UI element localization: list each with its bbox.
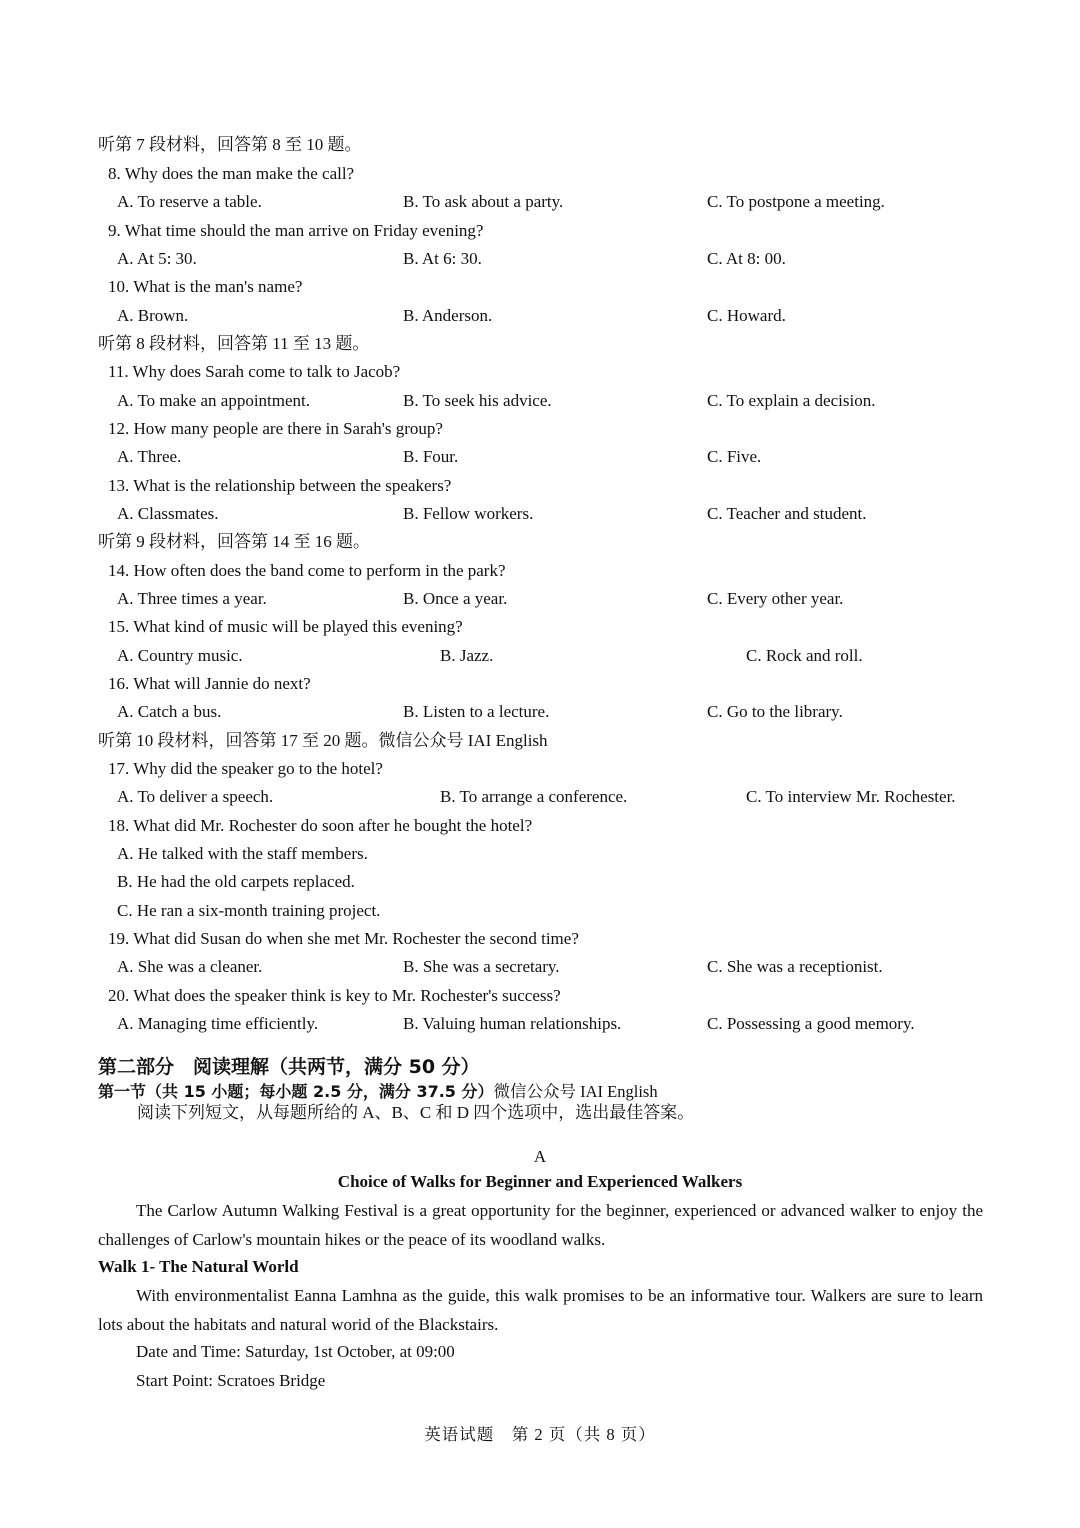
q16-option-b: B. Listen to a lecture. bbox=[403, 702, 550, 721]
q9-option-a: A. At 5: 30. bbox=[117, 249, 197, 268]
q14-option-a: A. Three times a year. bbox=[117, 589, 267, 608]
section-10-heading: 听第 10 段材料，回答第 17 至 20 题。微信公众号 IAI English bbox=[98, 731, 548, 750]
q11-option-c: C. To explain a decision. bbox=[707, 391, 876, 410]
q9-option-b: B. At 6: 30. bbox=[403, 249, 482, 268]
q18-option-c: C. He ran a six-month training project. bbox=[117, 901, 381, 920]
q18-option-a: A. He talked with the staff members. bbox=[117, 844, 368, 863]
section-1-tail: 微信公众号 IAI English bbox=[493, 1082, 658, 1101]
part-2-heading: 第二部分 阅读理解（共两节，满分 50 分） bbox=[98, 1056, 480, 1078]
question-8: 8. Why does the man make the call? bbox=[108, 164, 355, 183]
question-10: 10. What is the man's name? bbox=[108, 277, 303, 296]
question-19: 19. What did Susan do when she met Mr. Rochester the second time? bbox=[108, 929, 579, 948]
q8-option-c: C. To postpone a meeting. bbox=[707, 192, 885, 211]
question-9: 9. What time should the man arrive on Friday evening? bbox=[108, 221, 484, 240]
q17-option-a: A. To deliver a speech. bbox=[117, 787, 274, 806]
q15-option-c: C. Rock and roll. bbox=[746, 646, 863, 665]
q14-option-b: B. Once a year. bbox=[403, 589, 508, 608]
section-9-heading: 听第 9 段材料，回答第 14 至 16 题。 bbox=[98, 532, 370, 551]
section-7-heading: 听第 7 段材料，回答第 8 至 10 题。 bbox=[98, 135, 362, 154]
q9-option-c: C. At 8: 00. bbox=[707, 249, 786, 268]
q20-option-c: C. Possessing a good memory. bbox=[707, 1014, 915, 1033]
q15-option-a: A. Country music. bbox=[117, 646, 243, 665]
q8-option-b: B. To ask about a party. bbox=[403, 192, 564, 211]
question-18: 18. What did Mr. Rochester do soon after he bought the hotel? bbox=[108, 816, 533, 835]
passage-title: Choice of Walks for Beginner and Experienced Walkers bbox=[337, 1172, 743, 1191]
q19-option-c: C. She was a receptionist. bbox=[707, 957, 883, 976]
question-12: 12. How many people are there in Sarah's group? bbox=[108, 419, 443, 438]
q16-option-a: A. Catch a bus. bbox=[117, 702, 222, 721]
reading-instruction: 阅读下列短文，从每题所给的 A、B、C 和 D 四个选项中，选出最佳答案。 bbox=[137, 1103, 695, 1122]
q11-option-a: A. To make an appointment. bbox=[117, 391, 311, 410]
walk-1-description: With environmentalist Eanna Lamhna as the guide, this walk promises to be an informative tour. Walkers are sure to learn lots about the habitats and natural worid of the Blackstairs. bbox=[98, 1286, 983, 1334]
question-14: 14. How often does the band come to perform in the park? bbox=[108, 561, 506, 580]
question-15: 15. What kind of music will be played this evening? bbox=[108, 617, 463, 636]
q15-option-b: B. Jazz. bbox=[440, 646, 494, 665]
walk-1-start: Start Point: Scratoes Bridge bbox=[136, 1371, 326, 1390]
q12-option-b: B. Four. bbox=[403, 447, 459, 466]
q16-option-c: C. Go to the library. bbox=[707, 702, 843, 721]
q13-option-a: A. Classmates. bbox=[117, 504, 219, 523]
q20-option-b: B. Valuing human relationships. bbox=[403, 1014, 622, 1033]
q13-option-b: B. Fellow workers. bbox=[403, 504, 534, 523]
q12-option-a: A. Three. bbox=[117, 447, 182, 466]
walk-1-heading: Walk 1- The Natural World bbox=[98, 1257, 299, 1276]
passage-letter: A bbox=[533, 1147, 547, 1166]
question-11: 11. Why does Sarah come to talk to Jacob? bbox=[108, 362, 401, 381]
q19-option-b: B. She was a secretary. bbox=[403, 957, 560, 976]
question-16: 16. What will Jannie do next? bbox=[108, 674, 311, 693]
page-footer: 英语试题 第 2 页（共 8 页） bbox=[424, 1425, 656, 1444]
question-17: 17. Why did the speaker go to the hotel? bbox=[108, 759, 383, 778]
q11-option-b: B. To seek his advice. bbox=[403, 391, 552, 410]
question-20: 20. What does the speaker think is key to Mr. Rochester's success? bbox=[108, 986, 561, 1005]
q12-option-c: C. Five. bbox=[707, 447, 762, 466]
q14-option-c: C. Every other year. bbox=[707, 589, 844, 608]
q10-option-c: C. Howard. bbox=[707, 306, 786, 325]
question-13: 13. What is the relationship between the speakers? bbox=[108, 476, 452, 495]
q18-option-b: B. He had the old carpets replaced. bbox=[117, 872, 355, 891]
q8-option-a: A. To reserve a table. bbox=[117, 192, 262, 211]
q17-option-b: B. To arrange a conference. bbox=[440, 787, 628, 806]
section-8-heading: 听第 8 段材料，回答第 11 至 13 题。 bbox=[98, 334, 370, 353]
q13-option-c: C. Teacher and student. bbox=[707, 504, 867, 523]
q17-option-c: C. To interview Mr. Rochester. bbox=[746, 787, 956, 806]
q20-option-a: A. Managing time efficiently. bbox=[117, 1014, 319, 1033]
q10-option-a: A. Brown. bbox=[117, 306, 189, 325]
q10-option-b: B. Anderson. bbox=[403, 306, 493, 325]
walk-1-date: Date and Time: Saturday, 1st October, at 09:00 bbox=[136, 1342, 455, 1361]
q19-option-a: A. She was a cleaner. bbox=[117, 957, 263, 976]
passage-intro: The Carlow Autumn Walking Festival is a great opportunity for the beginner, experienced or advanced walker to enjoy the challenges of Carlow's mountain hikes or the peace of its woodland walks. bbox=[98, 1201, 983, 1249]
section-1-title: 第一节（共 15 小题；每小题 2.5 分，满分 37.5 分） bbox=[98, 1082, 494, 1101]
